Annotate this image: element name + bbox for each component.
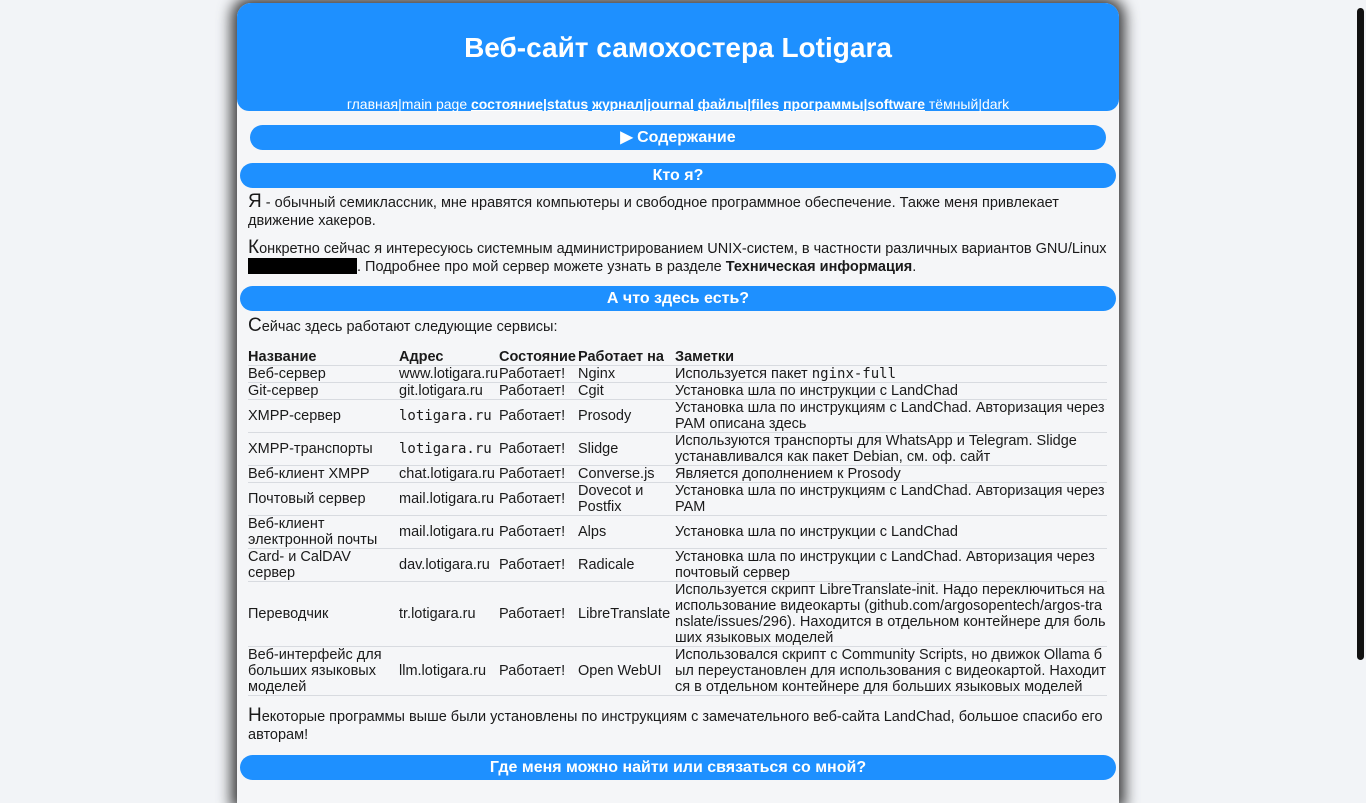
landchad-link[interactable]: LandChad (883, 709, 951, 725)
software-link[interactable]: Open WebUI (578, 663, 662, 679)
service-address-link[interactable]: mail.lotigara.ru (399, 524, 495, 540)
table-row (248, 466, 1107, 483)
service-notes (675, 516, 1107, 549)
service-name: Веб-клиент электронной почты (248, 516, 399, 549)
note-text: и (952, 433, 969, 449)
drop-cap: Н (248, 705, 262, 726)
note-text: Используются транспорты для (675, 433, 886, 449)
note-text: Установка шла по (675, 549, 800, 565)
service-name: XMPP-транспорты (248, 433, 399, 466)
service-address-link[interactable]: dav.lotigara.ru (399, 557, 490, 573)
table-row (248, 400, 1107, 433)
note-link[interactable]: здесь (768, 416, 807, 432)
col-header: Состояние (499, 347, 578, 366)
note-text: Использовался (675, 647, 783, 663)
service-address-link[interactable]: llm.lotigara.ru (399, 663, 487, 679)
service-name: XMPP-сервер (248, 400, 399, 433)
service-state: Работает! (499, 483, 578, 516)
col-header: Название (248, 347, 399, 366)
services-table (248, 347, 1107, 696)
note-text: Установка шла по (675, 383, 800, 399)
note-link[interactable]: инструкциям с LandChad (799, 400, 968, 416)
software-cell (578, 483, 675, 516)
software-link[interactable]: Postfix (578, 499, 622, 515)
outro-text: екоторые программы выше были установлены по инструкциям с замечательного веб-сайта (261, 709, 884, 725)
software-link[interactable]: Cgit (578, 383, 604, 399)
drop-cap: С (248, 315, 262, 336)
col-header: Адрес (399, 347, 499, 366)
table-row (248, 549, 1107, 582)
service-notes (675, 647, 1107, 696)
service-state: Работает! (499, 366, 578, 383)
service-address: mail.lotigara.ru (399, 483, 499, 516)
note-link[interactable]: инструкции с LandChad (799, 524, 958, 540)
table-row (248, 383, 1107, 400)
service-notes (675, 483, 1107, 516)
redacted-block (248, 258, 357, 274)
col-header: Заметки (675, 347, 1107, 366)
table-row (248, 516, 1107, 549)
services-intro (248, 317, 1110, 336)
note-link[interactable]: инструкции с LandChad (799, 549, 958, 565)
drop-cap: К (248, 237, 260, 258)
service-address-link[interactable]: www.lotigara.ru (399, 366, 499, 382)
services-outro (248, 707, 1110, 744)
who-paragraph-2 (248, 239, 1110, 276)
services-heading: А что здесь есть? (240, 286, 1116, 311)
note-text: ). Находится в отдельном контейнере для больших языковых моделей (675, 614, 1106, 646)
page-scrollbar[interactable] (1357, 8, 1364, 660)
service-address-link[interactable]: tr.lotigara.ru (399, 606, 476, 622)
service-notes (675, 366, 1107, 383)
service-state: Работает! (499, 383, 578, 400)
service-state: Работает! (499, 466, 578, 483)
note-link[interactable]: инструкциям с LandChad (799, 483, 968, 499)
note-text: , но движок Ollama был переустановлен для использования с видеокартой. Находится в отдельном контейнере для больших языковых моделей (675, 647, 1106, 695)
note-link[interactable]: инструкции с LandChad (799, 383, 958, 399)
service-notes (675, 400, 1107, 433)
contents-toggle[interactable]: ▶ Содержание (250, 125, 1106, 150)
who-text-2b: . Подробнее про мой сервер можете узнать в разделе (357, 259, 726, 275)
outro-text-end: , большое спасибо его авторам! (248, 709, 1103, 743)
table-row (248, 366, 1107, 383)
note-text: . Авторизация через PAM описана (675, 400, 1105, 432)
software-link[interactable]: Radicale (578, 557, 635, 573)
service-state: Работает! (499, 647, 578, 696)
note-link[interactable]: github.com/argosopentech/argos-translate/issues/296 (675, 598, 1103, 630)
table-row (248, 483, 1107, 516)
table-row (248, 582, 1107, 647)
software-link[interactable]: Converse.js (578, 466, 655, 482)
service-notes: Является дополнением к Prosody (675, 466, 1107, 483)
software-link[interactable]: Slidge (578, 441, 619, 457)
service-address: lotigara.ru (399, 400, 499, 433)
table-row (248, 433, 1107, 466)
software-link[interactable]: Nginx (578, 366, 616, 382)
who-heading: Кто я? (240, 163, 1116, 188)
note-text: Установка шла по (675, 400, 800, 416)
services-intro-text: ейчас здесь работают следующие сервисы: (261, 319, 558, 335)
service-name: Почтовый сервер (248, 483, 399, 516)
service-notes (675, 383, 1107, 400)
service-state: Работает! (499, 582, 578, 647)
note-text: Установка шла по (675, 524, 800, 540)
nav-files[interactable]: файлы|files (697, 96, 780, 112)
note-link[interactable]: Telegram (968, 433, 1029, 449)
note-text: . Авторизация через PAM (675, 483, 1105, 515)
theme-toggle[interactable]: тёмный|dark (928, 96, 1010, 112)
software-link[interactable]: Dovecot (578, 483, 632, 499)
col-header: Работает на (578, 347, 675, 366)
software-link[interactable]: LibreTranslate (578, 606, 671, 622)
contact-heading: Где меня можно найти или связаться со мной? (240, 755, 1116, 780)
who-text-1: - обычный семиклассник, мне нравятся компьютеры и свободное программное обеспечение. Также меня привлекает движение хакеров. (248, 195, 1059, 229)
service-name: Веб-интерфейс для больших языковых моделей (248, 647, 399, 696)
tech-info-link[interactable]: Техническая информация (725, 259, 913, 275)
software-link[interactable]: Prosody (578, 408, 632, 424)
note-text: Используется скрипт (675, 582, 820, 598)
who-paragraph-1 (248, 193, 1110, 230)
service-address: lotigara.ru (399, 433, 499, 466)
service-notes (675, 549, 1107, 582)
service-name: Веб-сервер (248, 366, 399, 383)
service-notes (675, 582, 1107, 647)
service-name: Card- и CalDAV сервер (248, 549, 399, 582)
service-name: Веб-клиент XMPP (248, 466, 399, 483)
table-header-row (248, 347, 1107, 366)
service-state: Работает! (499, 400, 578, 433)
nav-software[interactable]: программы|software (783, 96, 925, 112)
site-header (237, 3, 1119, 111)
site-title: Веб-сайт самохостера Lotigara (464, 32, 892, 63)
service-state: Работает! (499, 516, 578, 549)
software-link[interactable]: Alps (578, 524, 607, 540)
package-name: nginx-full (811, 366, 897, 382)
service-name: Git-сервер (248, 383, 399, 400)
service-name: Переводчик (248, 582, 399, 647)
main-nav (237, 96, 1119, 112)
who-text-2: онкретно сейчас я интересуюсь системным администрированием UNIX-систем, в частности различных вариантов GNU/Linux (259, 241, 1107, 257)
note-text: . Slidge устанавливался как пакет Debian, см. оф. сайт (675, 433, 1077, 465)
service-state: Работает! (499, 433, 578, 466)
service-address-link[interactable]: chat.lotigara.ru (399, 466, 495, 482)
note-link[interactable]: LibreTranslate-init (819, 582, 935, 598)
note-text: . Надо переключиться на использование видеокарты ( (675, 582, 1105, 614)
page (237, 3, 1119, 803)
table-row (248, 647, 1107, 696)
nav-journal[interactable]: журнал|journal (592, 96, 694, 112)
note-text: Установка шла по (675, 483, 800, 499)
note-text: . Авторизация через почтовый сервер (675, 549, 1095, 581)
who-text-2c: . (912, 259, 917, 275)
nav-main-page[interactable]: главная|main page (346, 96, 468, 112)
nav-status[interactable]: состояние|status (471, 96, 589, 112)
note-link[interactable]: WhatsApp (885, 433, 953, 449)
note-text: Используется пакет (675, 366, 812, 382)
drop-cap: Я (248, 191, 262, 212)
conjunction: и (631, 483, 644, 499)
service-notes (675, 433, 1107, 466)
service-address-link[interactable]: git.lotigara.ru (399, 383, 483, 399)
note-link[interactable]: скрипт с Community Scripts (782, 647, 964, 663)
service-state: Работает! (499, 549, 578, 582)
